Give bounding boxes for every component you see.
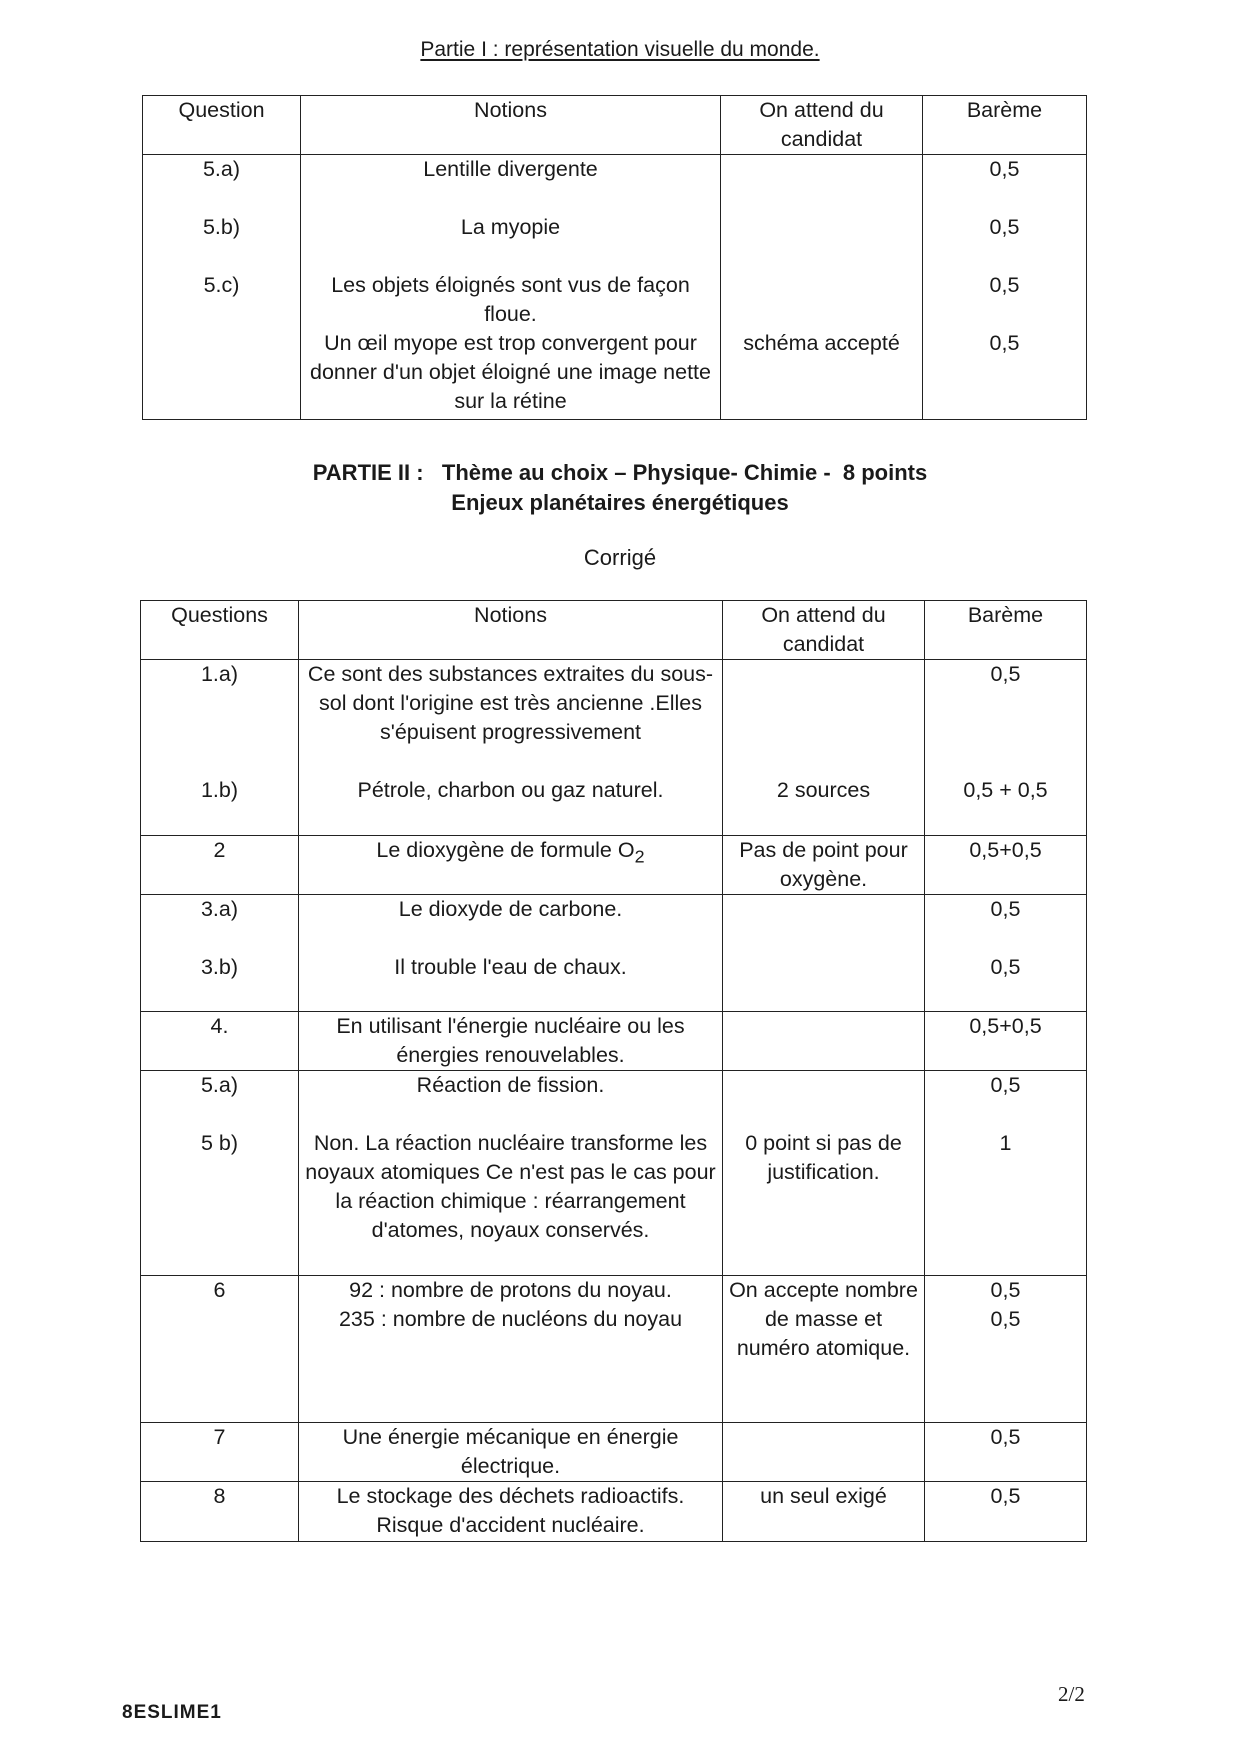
bareme-value: 1 — [999, 1131, 1012, 1155]
part2-title — [0, 458, 1240, 518]
attend-cell — [723, 660, 925, 836]
page-number: 2/2 — [1058, 1682, 1085, 1706]
notions-cell — [299, 895, 723, 1012]
part1-table — [142, 95, 1087, 420]
table-row — [141, 836, 1087, 895]
question-label: 3.a) — [200, 897, 239, 921]
notion-text: 92 : nombre de protons du noyau. — [349, 1278, 672, 1302]
attend-text: 2 sources — [776, 778, 871, 802]
table-header-row — [141, 601, 1087, 660]
bareme-value: 0,5+0,5 — [925, 1012, 1087, 1071]
question-label: 5.a) — [200, 1073, 239, 1097]
bareme-value: 0,5 — [925, 1423, 1087, 1482]
header-question: Questions — [141, 601, 299, 660]
bareme-cell — [925, 895, 1087, 1012]
question-label: 5.c) — [203, 273, 240, 297]
notion-text: 235 : nombre de nucléons du noyau — [338, 1307, 683, 1331]
bareme-cell — [925, 1071, 1087, 1276]
part2-title-line2: Enjeux planétaires énergétiques — [451, 490, 789, 515]
bareme-cell — [925, 1276, 1087, 1423]
table-row — [141, 1071, 1087, 1276]
notion-text: Lentille divergente — [423, 157, 598, 181]
header-notions: Notions — [299, 601, 723, 660]
bareme-value: 0,5 — [990, 662, 1021, 686]
formula-subscript: 2 — [634, 846, 645, 867]
notions-cell — [299, 1071, 723, 1276]
bareme-value: 0,5 — [990, 1278, 1021, 1302]
part2-title-line1: PARTIE II : Thème au choix – Physique- Chimie - 8 points — [312, 460, 928, 485]
attend-text: un seul exigé — [723, 1482, 925, 1542]
attend-text: On accepte nombre de masse et numéro atomique. — [723, 1276, 925, 1423]
notions-cell — [299, 660, 723, 836]
header-attend: On attend du candidat — [723, 601, 925, 660]
notion-text: En utilisant l'énergie nucléaire ou les énergies renouvelables. — [299, 1012, 723, 1071]
notions-cell — [299, 1276, 723, 1423]
question-label: 8 — [141, 1482, 299, 1542]
table-row — [143, 155, 1087, 420]
question-cell — [141, 1071, 299, 1276]
notion-text: La myopie — [460, 215, 561, 239]
document-code: 8ESLIME1 — [122, 1702, 222, 1723]
bareme-value: 0,5 — [990, 955, 1021, 979]
table-row — [141, 660, 1087, 836]
notions-cell — [299, 836, 723, 895]
bareme-value: 0,5 + 0,5 — [963, 778, 1048, 802]
header-question: Question — [143, 96, 301, 155]
question-label: 4. — [141, 1012, 299, 1071]
table-header-row — [143, 96, 1087, 155]
question-label: 3.b) — [200, 955, 239, 979]
question-cell — [143, 155, 301, 420]
notion-text: Non. La réaction nucléaire transforme les noyaux atomiques Ce n'est pas le cas pour la réaction chimique : réarrangement d'atomes, noyaux conservés. — [305, 1131, 716, 1242]
attend-text: Pas de point pour oxygène. — [723, 836, 925, 895]
header-bareme: Barème — [923, 96, 1087, 155]
question-label: 7 — [141, 1423, 299, 1482]
question-label: 1.b) — [200, 778, 239, 802]
notion-text: Ce sont des substances extraites du sous-sol dont l'origine est très ancienne .Elles s'épuisent progressivement — [307, 662, 714, 744]
attend-text: 0 point si pas de justification. — [745, 1131, 902, 1184]
header-bareme: Barème — [925, 601, 1087, 660]
table-row — [141, 895, 1087, 1012]
header-notions: Notions — [301, 96, 721, 155]
notion-text: Un œil myope est trop convergent pour donner d'un objet éloigné une image nette sur la rétine — [310, 331, 711, 413]
bareme-value: 0,5 — [990, 1073, 1021, 1097]
table-row — [141, 1012, 1087, 1071]
notion-text: Il trouble l'eau de chaux. — [394, 955, 627, 979]
question-cell — [141, 660, 299, 836]
corrige-label: Corrigé — [583, 545, 657, 570]
question-label: 5.b) — [202, 215, 241, 239]
attend-cell — [721, 155, 923, 420]
table-row — [141, 1276, 1087, 1423]
bareme-value: 0,5 — [989, 157, 1020, 181]
bareme-cell — [923, 155, 1087, 420]
notion-text: Une énergie mécanique en énergie électrique. — [299, 1423, 723, 1482]
attend-cell — [723, 1423, 925, 1482]
notion-text: Le dioxygène de formule O — [376, 838, 635, 862]
question-label: 6 — [141, 1276, 299, 1423]
bareme-value: 0,5 — [990, 1307, 1021, 1331]
bareme-value: 0,5 — [989, 331, 1020, 355]
bareme-value: 0,5 — [989, 215, 1020, 239]
table-row — [141, 1423, 1087, 1482]
notion-text: Le dioxyde de carbone. — [398, 897, 623, 921]
question-label: 1.a) — [200, 662, 239, 686]
question-cell — [141, 895, 299, 1012]
table-row — [141, 1482, 1087, 1542]
header-attend: On attend du candidat — [721, 96, 923, 155]
part2-table — [140, 600, 1087, 1542]
notion-text: Les objets éloignés sont vus de façon floue. — [331, 273, 690, 326]
attend-cell — [723, 1071, 925, 1276]
question-label: 5.a) — [202, 157, 241, 181]
notion-text: Pétrole, charbon ou gaz naturel. — [357, 778, 664, 802]
bareme-value: 0,5+0,5 — [925, 836, 1087, 895]
bareme-value: 0,5 — [989, 273, 1020, 297]
notion-text: Le stockage des déchets radioactifs. Risque d'accident nucléaire. — [299, 1482, 723, 1542]
notions-cell — [301, 155, 721, 420]
attend-cell — [723, 895, 925, 1012]
question-label: 5 b) — [200, 1131, 239, 1155]
question-label: 2 — [141, 836, 299, 895]
bareme-cell — [925, 660, 1087, 836]
bareme-value: 0,5 — [925, 1482, 1087, 1542]
attend-cell — [723, 1012, 925, 1071]
bareme-value: 0,5 — [990, 897, 1021, 921]
part1-title: Partie I : représentation visuelle du monde. — [420, 38, 820, 61]
notion-text: Réaction de fission. — [416, 1073, 605, 1097]
attend-text: schéma accepté — [743, 331, 900, 355]
